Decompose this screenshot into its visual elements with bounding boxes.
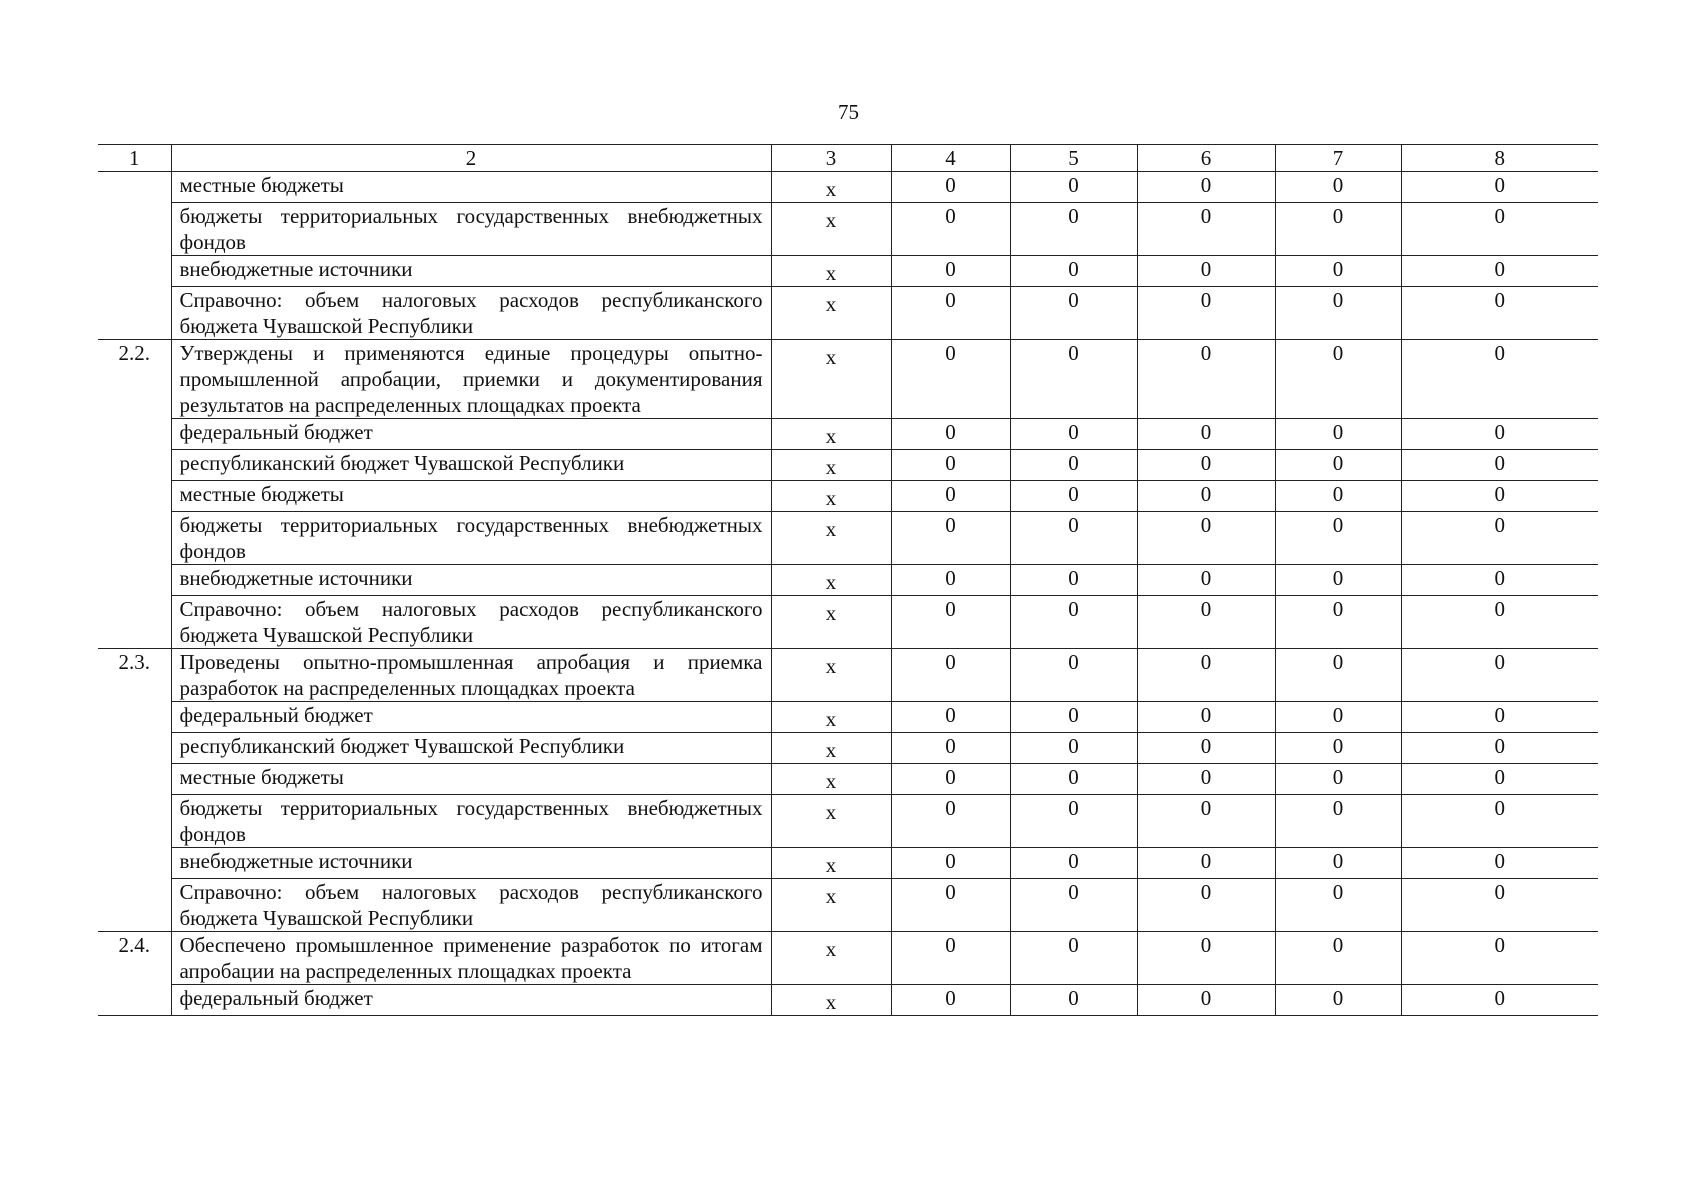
- table-row: [98, 985, 1598, 1016]
- column-number-row: [98, 145, 1598, 172]
- column-header: 8: [1401, 145, 1598, 172]
- item-number-cell: [98, 702, 171, 733]
- column-3-cell: х: [771, 450, 891, 481]
- item-number-cell: 2.3.: [98, 649, 171, 702]
- value-cell: 0: [1010, 733, 1137, 764]
- value-cell: 0: [1010, 649, 1137, 702]
- value-cell: 0: [891, 596, 1010, 649]
- value-cell: 0: [1401, 596, 1598, 649]
- value-cell: 0: [1137, 932, 1275, 985]
- column-3-cell: х: [771, 879, 891, 932]
- value-cell: 0: [1401, 450, 1598, 481]
- item-number-cell: [98, 481, 171, 512]
- table-row: [98, 764, 1598, 795]
- column-header: 1: [98, 145, 171, 172]
- value-cell: 0: [1137, 985, 1275, 1016]
- item-description-cell: Проведены опытно-промышленная апробация и приемка разработок на распределенных площадках проекта: [171, 649, 771, 702]
- value-cell: 0: [1010, 256, 1137, 287]
- table-row: [98, 795, 1598, 848]
- value-cell: 0: [891, 172, 1010, 203]
- value-cell: 0: [891, 848, 1010, 879]
- item-number-cell: [98, 450, 171, 481]
- value-cell: 0: [1137, 795, 1275, 848]
- column-header: 2: [171, 145, 771, 172]
- value-cell: 0: [1010, 450, 1137, 481]
- item-description-cell: бюджеты территориальных государственных внебюджетных фондов: [171, 512, 771, 565]
- value-cell: 0: [891, 733, 1010, 764]
- page-number: 75: [838, 100, 859, 124]
- value-cell: 0: [891, 419, 1010, 450]
- column-3-cell: х: [771, 932, 891, 985]
- column-3-cell: х: [771, 985, 891, 1016]
- column-3-cell: х: [771, 340, 891, 419]
- value-cell: 0: [891, 287, 1010, 340]
- value-cell: 0: [1275, 172, 1401, 203]
- column-3-cell: х: [771, 481, 891, 512]
- value-cell: 0: [1275, 256, 1401, 287]
- value-cell: 0: [891, 795, 1010, 848]
- value-cell: 0: [1275, 481, 1401, 512]
- value-cell: 0: [891, 879, 1010, 932]
- value-cell: 0: [1401, 203, 1598, 256]
- value-cell: 0: [891, 340, 1010, 419]
- table-row: [98, 848, 1598, 879]
- column-3-cell: х: [771, 848, 891, 879]
- value-cell: 0: [1137, 702, 1275, 733]
- value-cell: 0: [1137, 565, 1275, 596]
- item-number-cell: [98, 985, 171, 1016]
- value-cell: 0: [1010, 879, 1137, 932]
- item-number-cell: [98, 879, 171, 932]
- value-cell: 0: [1401, 733, 1598, 764]
- value-cell: 0: [1401, 985, 1598, 1016]
- column-3-cell: х: [771, 795, 891, 848]
- column-3-cell: х: [771, 565, 891, 596]
- value-cell: 0: [891, 203, 1010, 256]
- value-cell: 0: [1137, 256, 1275, 287]
- value-cell: 0: [1275, 879, 1401, 932]
- table-row: [98, 172, 1598, 203]
- item-description-cell: внебюджетные источники: [171, 848, 771, 879]
- column-header: 4: [891, 145, 1010, 172]
- value-cell: 0: [891, 764, 1010, 795]
- value-cell: 0: [1401, 932, 1598, 985]
- value-cell: 0: [1401, 512, 1598, 565]
- column-header: 3: [771, 145, 891, 172]
- table-body: [98, 172, 1598, 1016]
- value-cell: 0: [1401, 256, 1598, 287]
- value-cell: 0: [1010, 596, 1137, 649]
- column-3-cell: х: [771, 702, 891, 733]
- table-row: [98, 419, 1598, 450]
- item-number-cell: [98, 287, 171, 340]
- item-number-cell: [98, 764, 171, 795]
- table-row: [98, 733, 1598, 764]
- value-cell: 0: [891, 512, 1010, 565]
- item-description-cell: Обеспечено промышленное применение разработок по итогам апробации на распределенных площадках проекта: [171, 932, 771, 985]
- table-row: [98, 340, 1598, 419]
- column-3-cell: х: [771, 733, 891, 764]
- value-cell: 0: [1010, 287, 1137, 340]
- value-cell: 0: [1010, 419, 1137, 450]
- column-3-cell: х: [771, 419, 891, 450]
- item-description-cell: местные бюджеты: [171, 481, 771, 512]
- value-cell: 0: [891, 985, 1010, 1016]
- value-cell: 0: [1401, 419, 1598, 450]
- item-description-cell: Справочно: объем налоговых расходов республиканского бюджета Чувашской Республики: [171, 879, 771, 932]
- value-cell: 0: [1275, 649, 1401, 702]
- value-cell: 0: [1401, 172, 1598, 203]
- item-description-cell: бюджеты территориальных государственных внебюджетных фондов: [171, 795, 771, 848]
- value-cell: 0: [1275, 764, 1401, 795]
- item-number-cell: 2.4.: [98, 932, 171, 985]
- value-cell: 0: [891, 649, 1010, 702]
- value-cell: 0: [891, 481, 1010, 512]
- value-cell: 0: [891, 565, 1010, 596]
- column-3-cell: х: [771, 764, 891, 795]
- item-number-cell: [98, 795, 171, 848]
- value-cell: 0: [1010, 932, 1137, 985]
- column-3-cell: х: [771, 512, 891, 565]
- value-cell: 0: [1275, 702, 1401, 733]
- value-cell: 0: [1137, 764, 1275, 795]
- value-cell: 0: [1137, 287, 1275, 340]
- item-description-cell: республиканский бюджет Чувашской Республики: [171, 733, 771, 764]
- budget-table: [98, 144, 1598, 1016]
- value-cell: 0: [1275, 512, 1401, 565]
- column-3-cell: х: [771, 287, 891, 340]
- value-cell: 0: [891, 450, 1010, 481]
- item-description-cell: внебюджетные источники: [171, 256, 771, 287]
- table-row: [98, 450, 1598, 481]
- item-description-cell: федеральный бюджет: [171, 702, 771, 733]
- table-row: [98, 481, 1598, 512]
- value-cell: 0: [1275, 848, 1401, 879]
- value-cell: 0: [1137, 879, 1275, 932]
- item-number-cell: [98, 256, 171, 287]
- value-cell: 0: [1401, 879, 1598, 932]
- value-cell: 0: [1137, 512, 1275, 565]
- value-cell: 0: [1275, 596, 1401, 649]
- value-cell: 0: [1137, 649, 1275, 702]
- value-cell: 0: [1401, 565, 1598, 596]
- value-cell: 0: [1401, 649, 1598, 702]
- value-cell: 0: [1275, 419, 1401, 450]
- value-cell: 0: [1275, 203, 1401, 256]
- value-cell: 0: [1137, 481, 1275, 512]
- value-cell: 0: [1010, 340, 1137, 419]
- column-3-cell: х: [771, 172, 891, 203]
- value-cell: 0: [1010, 764, 1137, 795]
- value-cell: 0: [1137, 733, 1275, 764]
- column-3-cell: х: [771, 256, 891, 287]
- item-number-cell: [98, 565, 171, 596]
- value-cell: 0: [1010, 702, 1137, 733]
- item-description-cell: республиканский бюджет Чувашской Республики: [171, 450, 771, 481]
- value-cell: 0: [1137, 419, 1275, 450]
- value-cell: 0: [1275, 985, 1401, 1016]
- value-cell: 0: [891, 256, 1010, 287]
- value-cell: 0: [891, 932, 1010, 985]
- value-cell: 0: [1275, 932, 1401, 985]
- item-description-cell: федеральный бюджет: [171, 985, 771, 1016]
- value-cell: 0: [1275, 733, 1401, 764]
- value-cell: 0: [1401, 848, 1598, 879]
- value-cell: 0: [1275, 450, 1401, 481]
- value-cell: 0: [1137, 848, 1275, 879]
- table-row: [98, 512, 1598, 565]
- value-cell: 0: [1275, 795, 1401, 848]
- item-number-cell: [98, 733, 171, 764]
- item-number-cell: [98, 419, 171, 450]
- table-row: [98, 702, 1598, 733]
- item-number-cell: [98, 172, 171, 203]
- table-row: [98, 596, 1598, 649]
- value-cell: 0: [1401, 702, 1598, 733]
- item-number-cell: [98, 596, 171, 649]
- value-cell: 0: [1275, 287, 1401, 340]
- value-cell: 0: [1137, 172, 1275, 203]
- value-cell: 0: [1401, 795, 1598, 848]
- column-header: 7: [1275, 145, 1401, 172]
- table-row: [98, 203, 1598, 256]
- table-row: [98, 649, 1598, 702]
- value-cell: 0: [1401, 340, 1598, 419]
- column-header: 5: [1010, 145, 1137, 172]
- table-row: [98, 565, 1598, 596]
- item-description-cell: местные бюджеты: [171, 764, 771, 795]
- item-number-cell: [98, 512, 171, 565]
- value-cell: 0: [1275, 340, 1401, 419]
- value-cell: 0: [1137, 340, 1275, 419]
- column-3-cell: х: [771, 649, 891, 702]
- table-row: [98, 879, 1598, 932]
- item-number-cell: [98, 848, 171, 879]
- item-description-cell: федеральный бюджет: [171, 419, 771, 450]
- value-cell: 0: [1137, 450, 1275, 481]
- item-description-cell: Справочно: объем налоговых расходов республиканского бюджета Чувашской Республики: [171, 287, 771, 340]
- column-3-cell: х: [771, 203, 891, 256]
- column-header: 6: [1137, 145, 1275, 172]
- item-description-cell: Справочно: объем налоговых расходов республиканского бюджета Чувашской Республики: [171, 596, 771, 649]
- value-cell: 0: [1010, 795, 1137, 848]
- table-row: [98, 932, 1598, 985]
- value-cell: 0: [1401, 287, 1598, 340]
- value-cell: 0: [1275, 565, 1401, 596]
- value-cell: 0: [1010, 481, 1137, 512]
- value-cell: 0: [1401, 481, 1598, 512]
- value-cell: 0: [1010, 985, 1137, 1016]
- item-number-cell: 2.2.: [98, 340, 171, 419]
- table-row: [98, 256, 1598, 287]
- value-cell: 0: [1010, 848, 1137, 879]
- value-cell: 0: [1137, 203, 1275, 256]
- table-row: [98, 287, 1598, 340]
- value-cell: 0: [1010, 172, 1137, 203]
- item-description-cell: бюджеты территориальных государственных внебюджетных фондов: [171, 203, 771, 256]
- item-description-cell: Утверждены и применяются единые процедуры опытно-промышленной апробации, приемки и документирования результатов на распределенных площадках проекта: [171, 340, 771, 419]
- item-description-cell: внебюджетные источники: [171, 565, 771, 596]
- item-number-cell: [98, 203, 171, 256]
- value-cell: 0: [1010, 203, 1137, 256]
- column-3-cell: х: [771, 596, 891, 649]
- value-cell: 0: [891, 702, 1010, 733]
- value-cell: 0: [1401, 764, 1598, 795]
- value-cell: 0: [1010, 565, 1137, 596]
- value-cell: 0: [1137, 596, 1275, 649]
- value-cell: 0: [1010, 512, 1137, 565]
- item-description-cell: местные бюджеты: [171, 172, 771, 203]
